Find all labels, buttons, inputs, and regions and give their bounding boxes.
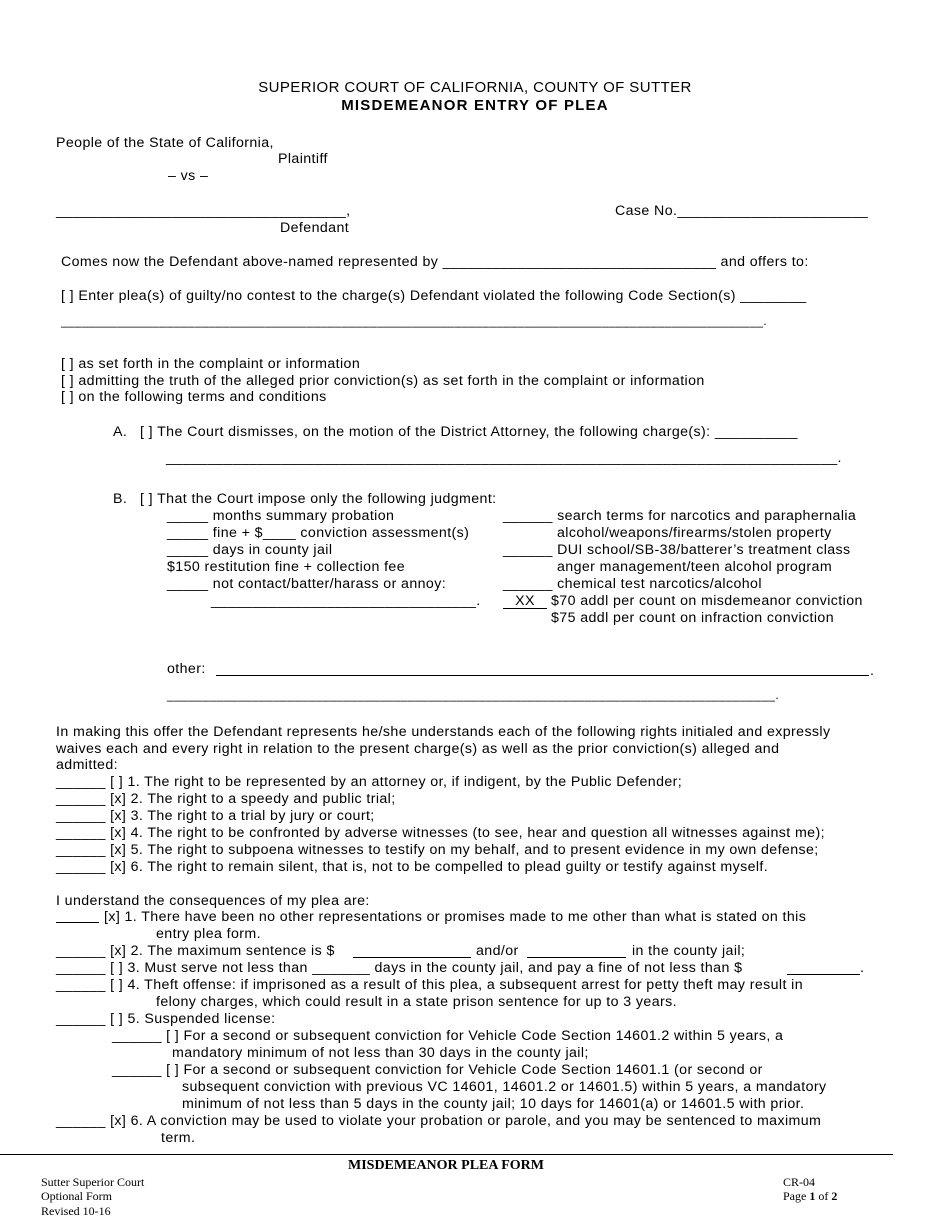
section-a-charges-line[interactable]: _________________________________________________________________________________. [166, 450, 842, 466]
people-label: People of the State of California, [56, 135, 274, 151]
consequences-intro: I understand the consequences of my plea are: [56, 893, 370, 909]
consequence-6[interactable]: ______ [x] 6. A conviction may be used to violate your probation or parole, and you may be sentenced to maximum [56, 1113, 822, 1129]
term-fine[interactable]: _____ fine + $____ conviction assessment(s) [167, 525, 470, 541]
consequence-4-cont: felony charges, which could result in a state prison sentence for up to 3 years. [156, 994, 677, 1010]
footer-page-number [783, 1189, 837, 1203]
term-no-contact-line[interactable]: ________________________________. [211, 593, 481, 609]
form-title: MISDEMEANOR ENTRY OF PLEA [341, 97, 609, 114]
consequence-5a-cont: mandatory minimum of not less than 30 days in the county jail; [172, 1045, 589, 1061]
page-current: 1 [809, 1189, 816, 1203]
consequence-5a[interactable]: ______ [ ] For a second or subsequent conviction for Vehicle Code Section 14601.2 within 5 years, a [112, 1028, 784, 1044]
term-addl-infraction: $75 addl per count on infraction conviction [551, 610, 834, 626]
code-section-line[interactable]: ____________________________________________________________________________________________________. [61, 314, 768, 328]
consequence-3[interactable]: ______ [ ] 3. Must serve not less than _______ days in the county jail, and pay a fine of not less than $ [56, 960, 743, 976]
right-item-5[interactable]: ______ [x] 5. The right to subpoena witnesses to testify on my behalf, and to present evidence in my own defense; [56, 842, 819, 858]
page-total: 2 [831, 1189, 838, 1203]
term-no-contact[interactable]: _____ not contact/batter/harass or annoy: [167, 576, 447, 592]
footer-rule [0, 1154, 893, 1155]
section-a-label: A. [113, 424, 128, 440]
footer-title: MISDEMEANOR PLEA FORM [348, 1158, 544, 1173]
term-addl-misdemeanor: $70 addl per count on misdemeanor conviction [551, 593, 863, 609]
footer-form-number: CR-04 [783, 1175, 816, 1189]
max-sentence-jail-field[interactable] [527, 957, 626, 958]
option-terms[interactable]: [ ] on the following terms and conditions [61, 389, 327, 405]
consequence-4[interactable]: ______ [ ] 4. Theft offense: if imprisoned as a result of this plea, a subsequent arrest for petty theft may result in [56, 977, 803, 993]
footer-court: Sutter Superior Court [41, 1175, 145, 1189]
right-item-1[interactable]: ______ [ ] 1. The right to be represented by an attorney or, if indigent, by the Public Defender; [56, 774, 683, 790]
plea-option[interactable]: [ ] Enter plea(s) of guilty/no contest to the charge(s) Defendant violated the following Code Section(s) ________ [61, 288, 807, 304]
consequence-5b[interactable]: ______ [ ] For a second or subsequent conviction for Vehicle Code Section 14601.1 (or second or [112, 1062, 763, 1078]
consequence-1-initial[interactable] [56, 909, 99, 923]
case-number-field[interactable]: Case No._______________________ [615, 203, 869, 219]
consequence-2-end: in the county jail; [632, 943, 746, 959]
footer-revised: Revised 10-16 [41, 1204, 111, 1218]
term-search-items: alcohol/weapons/firearms/stolen property [557, 525, 832, 541]
other-line-2[interactable]: ______________________________________________________________________________________. [167, 688, 780, 702]
right-item-6[interactable]: ______ [x] 6. The right to remain silent, that is, not to be compelled to plead guilty or testify against myself. [56, 859, 769, 875]
min-fine-field[interactable] [787, 974, 860, 975]
term-dui-school[interactable]: ______ DUI school/SB-38/batterer’s treatment class [503, 542, 851, 558]
consequence-2[interactable]: ______ [x] 2. The maximum sentence is $ [56, 943, 335, 959]
consequence-5[interactable]: ______ [ ] 5. Suspended license: [56, 1011, 276, 1027]
plaintiff-label: Plaintiff [278, 151, 328, 167]
consequence-5b-cont-2: minimum of not less than 5 days in the county jail; 10 days for 14601(a) or 14601.5 with prior. [182, 1096, 805, 1112]
option-prior-conviction[interactable]: [ ] admitting the truth of the alleged prior conviction(s) as set forth in the complaint or information [61, 373, 705, 389]
rights-intro-3: admitted: [56, 757, 118, 773]
option-complaint[interactable]: [ ] as set forth in the complaint or information [61, 356, 361, 372]
term-jail-days[interactable]: _____ days in county jail [167, 542, 333, 558]
right-item-4[interactable]: ______ [x] 4. The right to be confronted by adverse witnesses (to see, hear and question all witnesses against me); [56, 825, 825, 841]
other-line-1[interactable] [216, 675, 869, 676]
footer-optional: Optional Form [41, 1189, 112, 1203]
right-item-2[interactable]: ______ [x] 2. The right to a speedy and public trial; [56, 791, 396, 807]
term-probation[interactable]: _____ months summary probation [167, 508, 395, 524]
rights-intro-2: waives each and every right in relation to the present charge(s) as well as the prior conviction(s) alleged and [56, 741, 780, 757]
section-a-dismiss[interactable]: [ ] The Court dismisses, on the motion of the District Attorney, the following charge(s): __________ [140, 424, 798, 440]
rights-intro-1: In making this offer the Defendant represents he/she understands each of the following rights initialed and expressly [56, 724, 831, 740]
term-anger-management: anger management/teen alcohol program [557, 559, 833, 575]
max-sentence-fine-field[interactable] [353, 957, 471, 958]
defendant-label: Defendant [280, 220, 350, 236]
page-mid: of [815, 1189, 832, 1203]
defendant-name-field[interactable]: ___________________________________, [56, 203, 351, 219]
consequence-2-and-or: and/or [476, 943, 519, 959]
versus-label: – vs – [168, 168, 209, 184]
term-addl-mark[interactable]: XX [503, 593, 547, 609]
consequence-1[interactable]: [x] 1. There have been no other representations or promises made to me other than what is stated on this [104, 909, 807, 925]
term-chemical-test[interactable]: ______ chemical test narcotics/alcohol [503, 576, 762, 592]
other-line-1-period: . [870, 663, 875, 679]
consequence-1-cont: entry plea form. [156, 926, 261, 942]
section-b-label: B. [113, 491, 128, 507]
term-restitution[interactable]: $150 restitution fine + collection fee [167, 559, 406, 575]
intro-text: Comes now the Defendant above-named represented by _________________________________ and offers to: [61, 254, 809, 270]
section-b-judgment[interactable]: [ ] That the Court impose only the following judgment: [140, 491, 497, 507]
right-item-3[interactable]: ______ [x] 3. The right to a trial by jury or court; [56, 808, 375, 824]
consequence-5b-cont-1: subsequent conviction with previous VC 14601, 14601.2 or 14601.5) within 5 years, a mandatory [182, 1079, 827, 1095]
page-prefix: Page [783, 1189, 810, 1203]
consequence-3-period: . [860, 960, 865, 976]
court-name: SUPERIOR COURT OF CALIFORNIA, COUNTY OF SUTTER [258, 79, 692, 96]
term-search[interactable]: ______ search terms for narcotics and paraphernalia [503, 508, 857, 524]
other-label: other: [167, 661, 206, 677]
consequence-6-cont: term. [161, 1130, 196, 1146]
